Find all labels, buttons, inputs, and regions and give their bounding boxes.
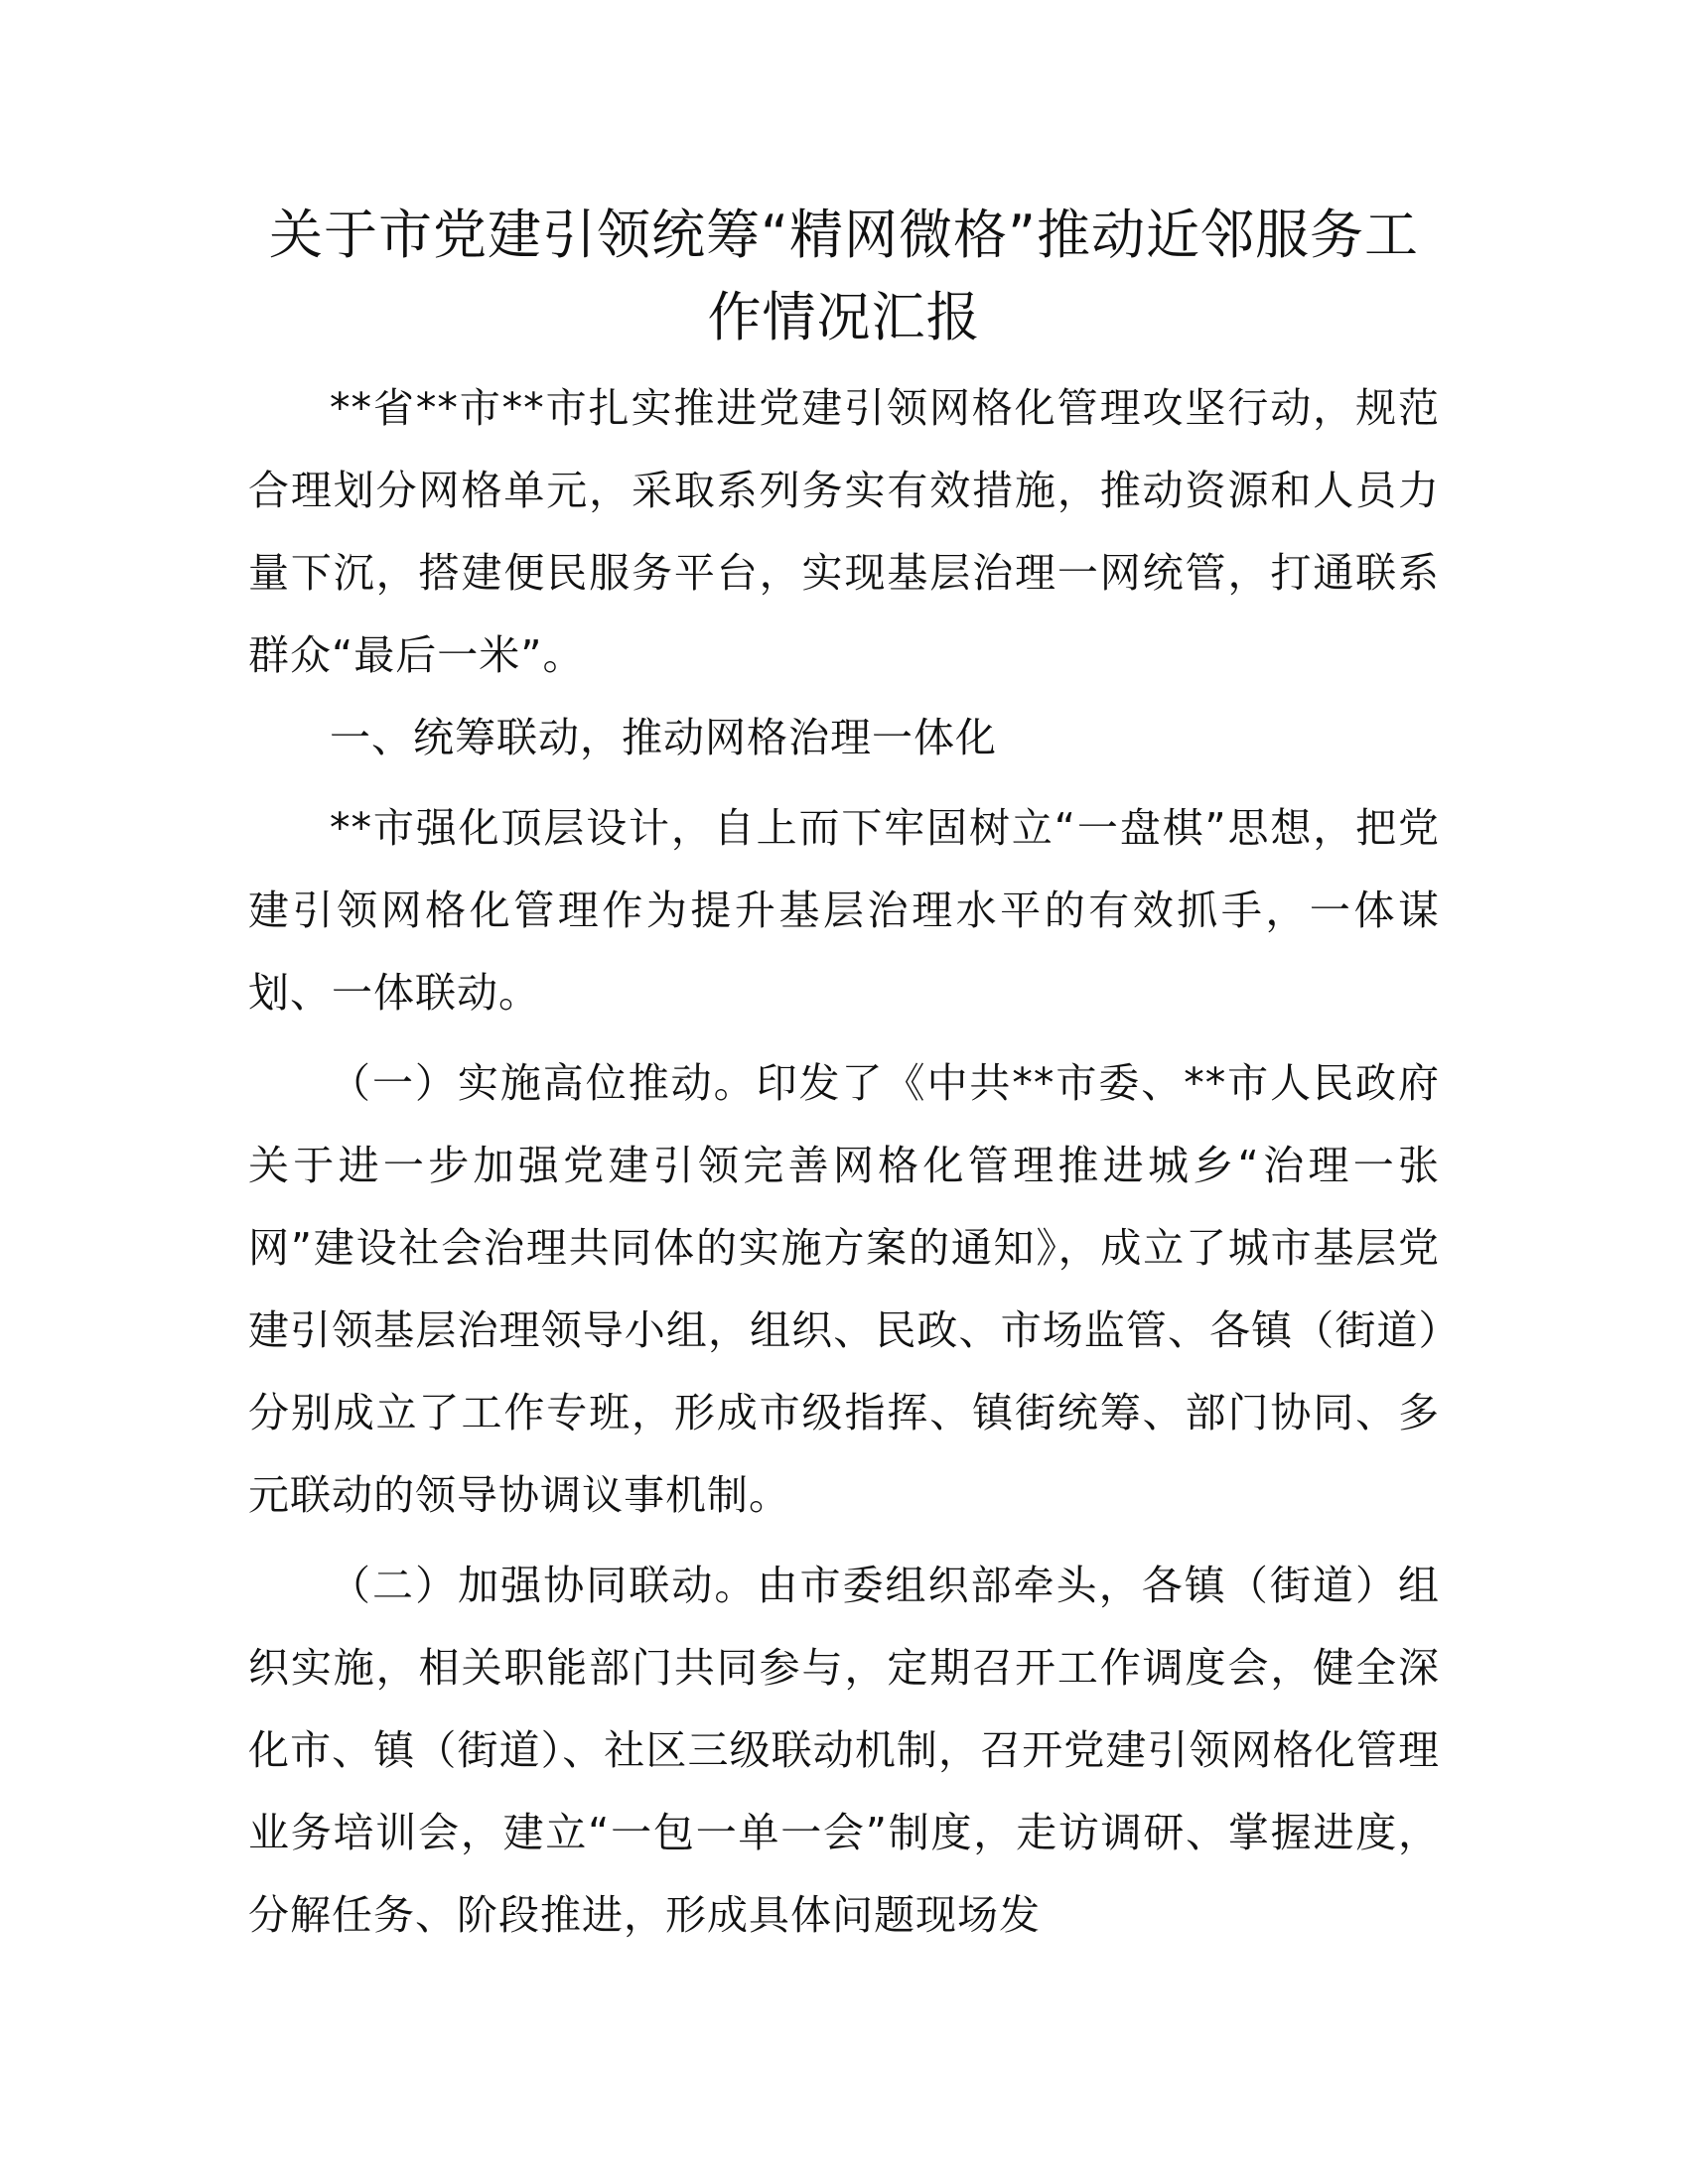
section-heading-1: 一、统筹联动，推动网格治理一体化 [330, 714, 997, 761]
document-body [248, 367, 1440, 1957]
subsection-2-paragraph: （二）加强协同联动。由市委组织部牵头，各镇（街道）组织实施，相关职能部门共同参与，定期召开工作调度会，健全深化市、镇（街道）、社区三级联动机制，召开党建引领网格化管理业务培训会，建立“一包一单一会”制度，走访调研、掌握进度，分解任务、阶段推进，形成具体问题现场发 [248, 1562, 1440, 1939]
document-content [248, 194, 1440, 1957]
section-1-paragraph: **市强化顶层设计，自上而下牢固树立“一盘棋”思想，把党建引领网格化管理作为提升基层治理水平的有效抓手，一体谋划、一体联动。 [248, 804, 1440, 1017]
document-title: 关于市党建引领统筹“精网微格”推动近邻服务工作情况汇报 [269, 204, 1419, 348]
intro-paragraph: **省**市**市扎实推进党建引领网格化管理攻坚行动，规范合理划分网格单元，采取系列务实有效措施，推动资源和人员力量下沉，搭建便民服务平台，实现基层治理一网统管，打通联系群众“最后一米”。 [248, 384, 1440, 679]
subsection-1-paragraph: （一）实施高位推动。印发了《中共**市委、**市人民政府关于进一步加强党建引领完善网格化管理推进城乡“治理一张网”建设社会治理共同体的实施方案的通知》，成立了城市基层党建引领基层治理领导小组，组织、民政、市场监管、各镇（街道）分别成立了工作专班，形成市级指挥、镇街统筹、部门协同、多元联动的领导协调议事机制。 [248, 1059, 1440, 1519]
